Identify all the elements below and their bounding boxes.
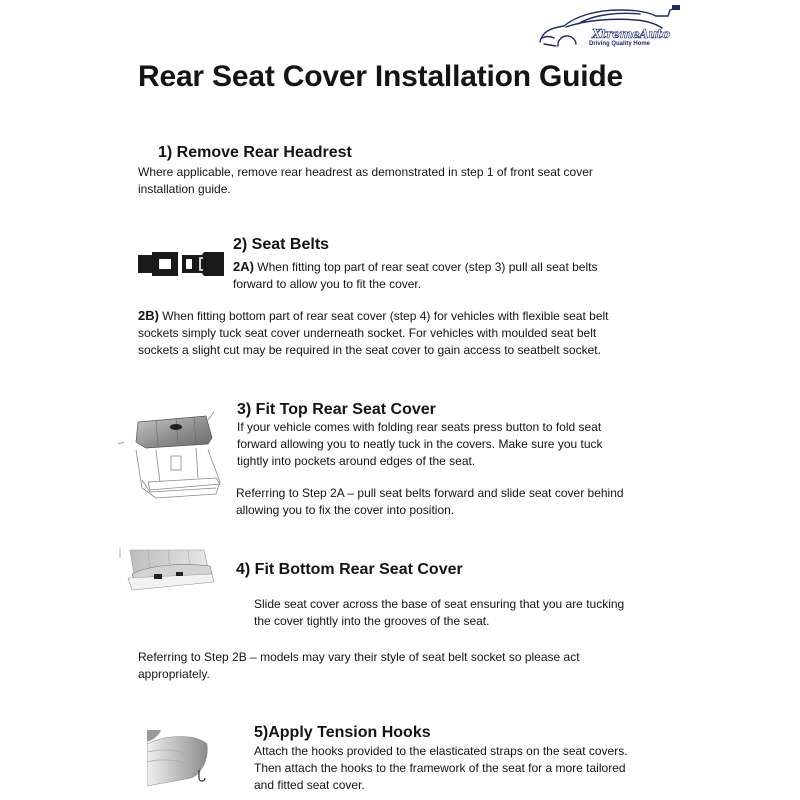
logo-brand-text: XtremeAuto [592,27,670,41]
step-2b-text: 2B) When fitting bottom part of rear seat cover (step 4) for vehicles with flexible seat belt sockets simply tuck seat cover underneath socket. For vehicles with moulded seat belt sockets a slight cut may be required in the seat cover to gain access to seatbelt socket. [138,308,609,357]
step-4-heading: 4) Fit Bottom Rear Seat Cover [236,561,463,578]
step-2a-label: 2A) [233,259,254,274]
step-4-text: Slide seat cover across the base of seat ensuring that you are tucking the cover tightly into the grooves of the seat. [254,597,625,628]
tension-hook-illustration [147,728,219,795]
step-2a-text: 2A) When fitting top part of rear seat cover (step 3) pull all seat belts forward to allow you to fit the cover. [233,259,598,291]
step-3-note: Referring to Step 2A – pull seat belts forward and slide seat cover behind allowing you to fix the cover into position. [236,486,624,517]
seat-belt-buckle-icon [138,252,224,281]
step-3-text: If your vehicle comes with folding rear seats press button to fold seat forward allowing you to neatly tuck in the covers. Make sure you tuck tightly into pockets around edges of the seat. [237,420,603,468]
step-2-heading: 2) Seat Belts [233,236,330,253]
step-2b-label: 2B) [138,308,159,323]
logo-tagline: Driving Quality Home [589,41,651,47]
step-3-heading: 3) Fit Top Rear Seat Cover [237,401,436,418]
step-5-text: Attach the hooks provided to the elasticated straps on the seat covers. Then attach the hooks to the framework of the seat for a more tailored and fitted seat cover. [254,744,628,792]
step-1-heading: 1) Remove Rear Headrest [158,144,352,161]
rear-seat-bottom-cover-illustration [118,548,218,601]
page-title: Rear Seat Cover Installation Guide [138,60,624,93]
rear-seat-top-cover-illustration [116,410,226,515]
step-1-text: Where applicable, remove rear headrest as demonstrated in step 1 of front seat cover installation guide. [138,165,593,196]
step-4-note: Referring to Step 2B – models may vary their style of seat belt socket so please act appropriately. [138,650,580,681]
step-5-heading: 5)Apply Tension Hooks [254,724,431,741]
xtremeauto-logo [536,2,686,52]
